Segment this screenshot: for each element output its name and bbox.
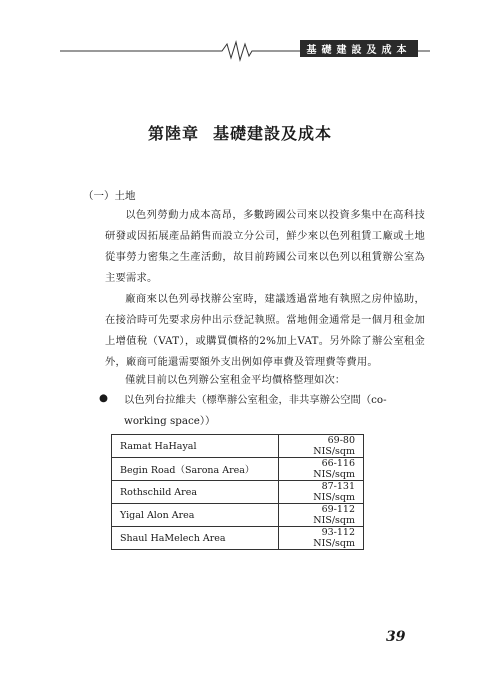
paragraph-3-text: 僅就目前以色列辦公室租金平均價格整理如次：	[125, 374, 346, 386]
table-cell-area: Ramat HaHayal	[112, 435, 279, 458]
table-cell-area: Begin Road（Sarona Area）	[112, 458, 279, 481]
running-header-tag: 基礎建設及成本	[300, 40, 418, 57]
table-row	[112, 504, 364, 527]
paragraph-1-text: 以色列勞動力成本高昂，多數跨國公司來以投資多集中在高科技研發或因拓展產品銷售而設立分公司，鮮少來以色列租賃工廠或土地從事勞力密集之生產活動，故目前跨國公司來以色列以租賃辦公室為主要需求。	[105, 209, 425, 284]
paragraph-2-text: 廠商來以色列尋找辦公室時，建議透過當地有執照之房仲協助，在接洽時可先要求房仲出示登記執照。當地佣金通常是一個月租金加上增值稅（VAT），或購買價格的2%加上VAT。另外除了辦公室租金外，廠商可能還需要額外支出例如停車費及管理費等費用。	[105, 293, 425, 368]
page-number: 39	[386, 629, 406, 645]
rent-price-table	[111, 434, 364, 550]
table-cell-area: Shaul HaMelech Area	[112, 527, 279, 550]
running-header	[0, 0, 480, 70]
table-cell-price: 69-112 NIS/sqm	[279, 504, 364, 527]
bullet-icon: ●	[99, 392, 108, 404]
table-cell-price: 69-80 NIS/sqm	[279, 435, 364, 458]
table-cell-price: 93-112 NIS/sqm	[279, 527, 364, 550]
table-row	[112, 435, 364, 458]
table-row	[112, 481, 364, 504]
heartbeat-line-icon	[0, 0, 480, 70]
table-row	[112, 527, 364, 550]
table-row	[112, 458, 364, 481]
paragraph-1	[105, 205, 425, 289]
section-heading: （一）土地	[83, 190, 136, 202]
bullet-text: 以色列台拉維夫（標準辦公室租金，非共享辦公空間（co-working space））	[124, 394, 387, 427]
table-cell-area: Rothschild Area	[112, 481, 279, 504]
chapter-title	[0, 121, 480, 144]
chapter-number: 第陸章	[147, 124, 199, 143]
table-cell-price: 87-131 NIS/sqm	[279, 481, 364, 504]
paragraph-3	[105, 370, 425, 391]
chapter-name: 基礎建設及成本	[213, 124, 333, 143]
table-cell-price: 66-116 NIS/sqm	[279, 458, 364, 481]
table-cell-area: Yigal Alon Area	[112, 504, 279, 527]
paragraph-2	[105, 289, 425, 373]
